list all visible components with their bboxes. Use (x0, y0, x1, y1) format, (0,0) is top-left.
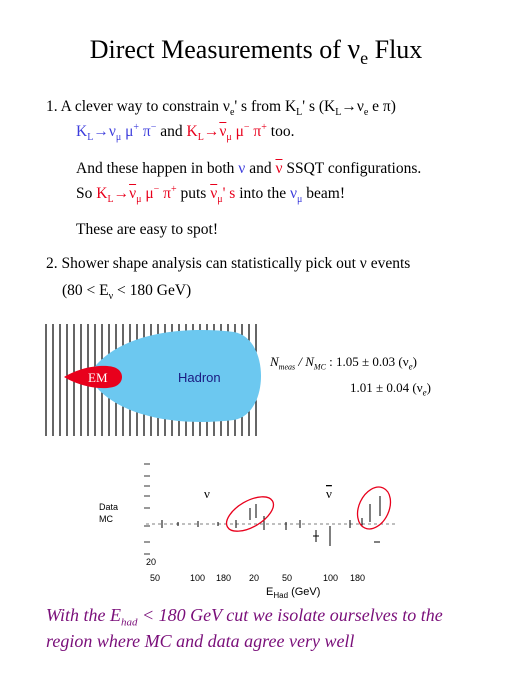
data-mc-plot (118, 456, 403, 576)
plot-tick-100-right: 100 (323, 573, 339, 583)
item1-line1: 1. A clever way to constrain $\nu_e'$ s from $K_L'$ s ($K_L\to\nu_e$ e π) (46, 98, 396, 119)
item1-line5: These are easy to spot! (76, 221, 219, 238)
plot-tick-50-right: 50 (282, 573, 293, 583)
plot-tick-180-left: 180 (216, 573, 232, 583)
plot-tick-100-left: 100 (190, 573, 206, 583)
ratio-line1: $N_{meas} / N_{MC}$ : 1.05 ± 0.03 $(\nu_e)$ (270, 354, 417, 372)
plot-tick-180-right: 180 (350, 573, 366, 583)
item2-line2: ($80 < E_\nu < 180$ GeV) (62, 282, 192, 303)
plot-ticks-y (144, 464, 150, 554)
plot-nubar-label: ν (326, 486, 332, 501)
plot-tick-20b: 20 (249, 573, 260, 583)
plot-tick-20a: 20 (146, 557, 157, 567)
item1-line2: $K_L\to\nu_\mu$ μ+ π− and $K_L\to\overline{\nu}_\mu$ μ− π+ too. (76, 121, 295, 144)
plot-ylabel-data: Data (99, 502, 119, 512)
highlight-circle-nubar (351, 482, 397, 535)
plot-nu-label: ν (204, 486, 210, 501)
plot-tick-50-left: 50 (150, 573, 161, 583)
hadron-label: Hadron (178, 370, 221, 385)
shower-diagram (44, 322, 264, 440)
conclusion-text: With the $E_{had} < 180$ GeV cut we isolate ourselves to the region where MC and data agree very well (46, 605, 443, 651)
item1-line3: And these happen in both ν and $\overline{\nu}$ SSQT configurations. (76, 160, 422, 177)
slide-title: Direct Measurements of $\nu_e$ Flux (89, 34, 423, 69)
ratio-line2: 1.01 ± 0.04 $(\nu_e)$ (350, 380, 431, 398)
plot-ylabel-mc: MC (99, 514, 113, 524)
plot-xlabel: $E_{Had}$ (GeV) (266, 586, 321, 601)
plot-data-points (162, 496, 380, 546)
item1-line4: So $K_L\to\overline{\nu}_\mu$ μ− π+ puts $\overline{\nu}_\mu'$ s into the $\nu_\mu$ beam! (76, 183, 345, 206)
item2-line1: 2. Shower shape analysis can statistically pick out ν events (46, 255, 411, 272)
em-label: EM (88, 370, 108, 385)
